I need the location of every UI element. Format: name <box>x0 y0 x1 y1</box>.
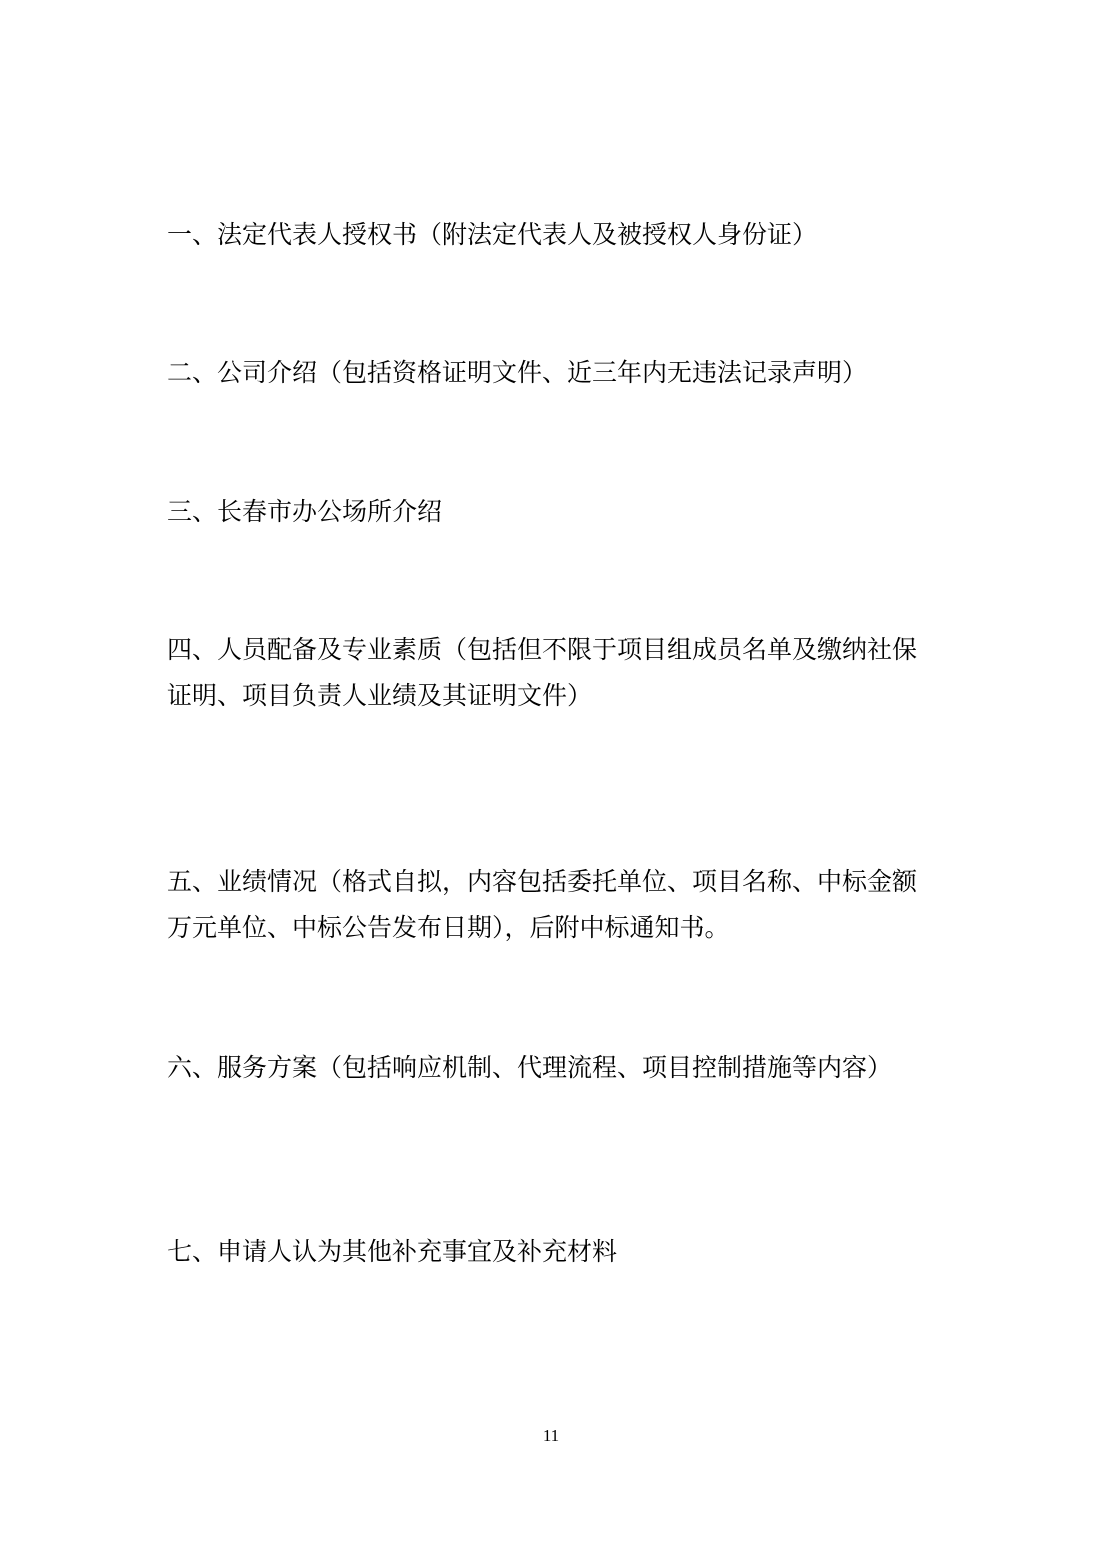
list-item-supplementary-materials <box>167 1229 947 1275</box>
list-item-line: 四、人员配备及专业素质（包括但不限于项目组成员名单及缴纳社保 <box>167 635 918 664</box>
list-item-line: 一、法定代表人授权书（附法定代表人及被授权人身份证） <box>167 220 818 249</box>
list-item-line: 证明、项目负责人业绩及其证明文件） <box>167 681 593 710</box>
list-item-line: 七、申请人认为其他补充事宜及补充材料 <box>167 1237 618 1266</box>
list-item-company-introduction <box>167 350 947 396</box>
list-item-office-introduction <box>167 489 947 535</box>
list-item-line: 万元单位、中标公告发布日期），后附中标通知书。 <box>167 913 730 942</box>
list-item-authorization-letter <box>167 212 947 258</box>
list-item-line: 六、服务方案（包括响应机制、代理流程、项目控制措施等内容） <box>167 1053 893 1082</box>
list-item-performance <box>167 859 947 951</box>
list-item-service-plan <box>167 1045 947 1091</box>
page-number: 11 <box>542 1426 560 1445</box>
list-item-line: 三、长春市办公场所介绍 <box>167 497 443 526</box>
list-item-line: 二、公司介绍（包括资格证明文件、近三年内无违法记录声明） <box>167 358 868 387</box>
list-item-line: 五、业绩情况（格式自拟，内容包括委托单位、项目名称、中标金额 <box>167 867 918 896</box>
list-item-staffing <box>167 627 947 719</box>
